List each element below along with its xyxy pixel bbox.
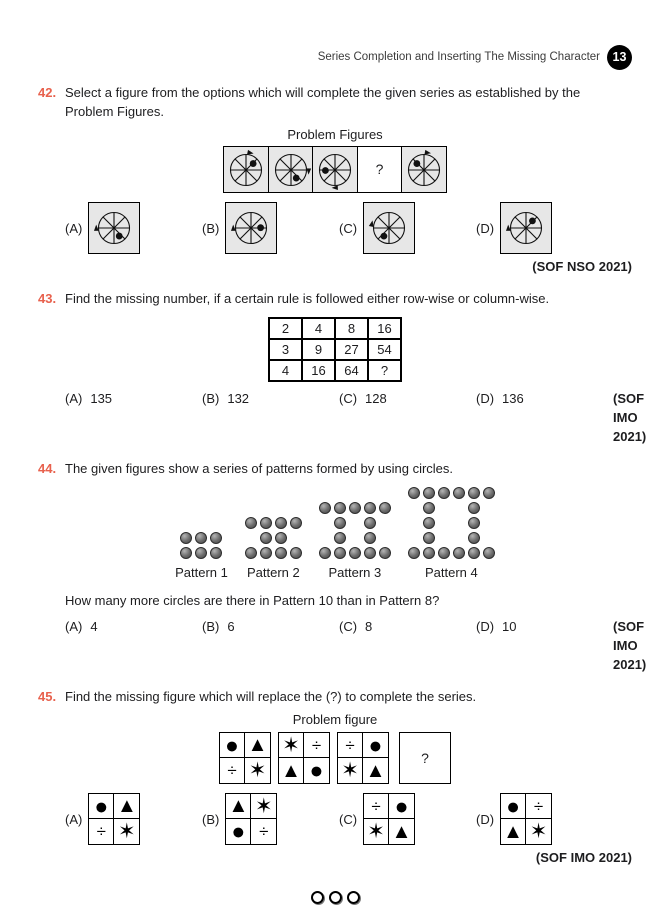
filled-triangle-icon: ▲ <box>279 758 304 783</box>
q43-option-label: (C) <box>339 391 358 406</box>
page-header <box>38 0 632 70</box>
q42-option-label: (C) <box>339 220 358 236</box>
division-sign-icon: ÷ <box>89 819 114 844</box>
figure-arrow <box>424 149 431 154</box>
spoke-circle-figure <box>225 149 267 191</box>
pattern-circle <box>180 547 192 559</box>
spoke-circle-figure <box>368 207 410 249</box>
question-42-text: Select a figure from the options which will complete the given series as established by the Problem Figures. <box>65 85 581 119</box>
pattern-circle <box>195 547 207 559</box>
q42-source: (SOF NSO 2021) <box>532 259 632 274</box>
q44-pattern-label: Pattern 1 <box>175 565 228 580</box>
pattern-row <box>319 547 391 559</box>
pattern-circle <box>468 547 480 559</box>
pattern-circle <box>260 547 272 559</box>
q42-option-C <box>339 202 476 254</box>
pattern-circle <box>423 502 435 514</box>
q42-option-figure <box>88 202 140 254</box>
q42-problem-figure-3 <box>312 146 358 193</box>
six-point-star-icon: ✶ <box>364 819 389 844</box>
pattern-circle <box>483 547 495 559</box>
q45-option-label: (C) <box>339 811 358 827</box>
q43-option-A <box>65 389 202 408</box>
pattern-row <box>245 547 302 559</box>
question-42 <box>38 83 632 121</box>
spoke-circle-figure <box>505 207 547 249</box>
q43-table-cell: ? <box>368 360 401 381</box>
question-43 <box>38 289 632 308</box>
q42-options-row <box>38 202 632 254</box>
question-43-text: Find the missing number, if a certain rule is followed either row-wise or column-wise. <box>65 291 550 306</box>
question-45-number: 45. <box>38 689 57 704</box>
pattern-row <box>408 487 495 499</box>
q44-pattern-2 <box>245 517 302 582</box>
pattern-circle <box>423 517 435 529</box>
pattern-circle <box>245 547 257 559</box>
pattern-circle <box>275 517 287 529</box>
q44-pattern-dots <box>408 487 495 559</box>
q45-problem-figure-3 <box>337 732 389 784</box>
figure-arrow <box>306 168 311 174</box>
page-number-badge: 13 <box>607 45 632 70</box>
pattern-row <box>245 517 302 529</box>
q45-option-figure <box>500 793 552 845</box>
q44-option-value: 8 <box>365 619 373 634</box>
q44-option-D <box>476 617 613 636</box>
q44-pattern-dots <box>319 502 391 559</box>
q42-option-label: (B) <box>202 220 220 236</box>
pattern-circle <box>210 547 222 559</box>
figure-arrow <box>369 220 374 227</box>
q44-option-value: 6 <box>227 619 235 634</box>
q45-question-box: ? <box>399 732 451 784</box>
q43-table-row-1 <box>269 318 401 339</box>
q43-option-C <box>339 389 476 408</box>
filled-circle-icon: ● <box>226 819 251 844</box>
pattern-circle <box>275 532 287 544</box>
q42-problem-figures-block <box>38 125 632 193</box>
six-point-star-icon: ✶ <box>529 820 548 843</box>
q42-problem-figure-5 <box>401 146 447 193</box>
pattern-row <box>245 532 302 544</box>
pattern-circle <box>195 532 207 544</box>
chapter-title: Series Completion and Inserting The Missing Character <box>317 51 600 63</box>
filled-circle-icon: ● <box>220 733 245 758</box>
q44-options-row <box>38 617 647 674</box>
pattern-circle <box>319 502 331 514</box>
q45-option-label: (D) <box>476 811 495 827</box>
q44-option-label: (C) <box>339 619 358 634</box>
end-circle-icon <box>329 891 342 904</box>
q44-pattern-3 <box>319 502 391 582</box>
six-point-star-icon: ✶ <box>118 820 136 843</box>
q43-table-cell: 3 <box>269 339 302 360</box>
question-43-number: 43. <box>38 291 57 306</box>
q43-option-value: 128 <box>365 391 387 406</box>
pattern-circle <box>260 532 272 544</box>
q42-problem-figures-strip <box>223 146 447 193</box>
q42-option-label: (D) <box>476 220 495 236</box>
figure-dot <box>529 217 536 224</box>
q42-option-B <box>202 202 339 254</box>
pattern-circle <box>364 517 376 529</box>
q43-table-cell: 16 <box>368 318 401 339</box>
six-point-star-icon: ✶ <box>279 733 304 758</box>
pattern-circle <box>438 487 450 499</box>
q44-pattern-label: Pattern 3 <box>328 565 382 580</box>
q43-option-value: 135 <box>90 391 113 406</box>
q45-option-B <box>202 793 339 845</box>
pattern-row <box>408 532 495 544</box>
question-44 <box>38 459 632 478</box>
figure-dot <box>322 167 329 174</box>
q43-option-label: (A) <box>65 391 83 406</box>
q45-option-figure <box>363 793 415 845</box>
q44-option-label: (B) <box>202 619 220 634</box>
q44-pattern-dots <box>180 532 222 559</box>
q44-options <box>65 617 613 636</box>
filled-triangle-icon: ▲ <box>114 794 139 819</box>
figure-arrow <box>247 149 254 154</box>
q42-option-A <box>65 202 202 254</box>
spoke-circle-figure <box>93 207 135 249</box>
pattern-row <box>408 517 495 529</box>
q43-source: (SOF IMO 2021) <box>613 391 647 444</box>
q43-table-cell: 4 <box>269 360 302 381</box>
q45-option-C <box>339 793 476 845</box>
pattern-circle <box>349 547 361 559</box>
q45-problem-figure-block <box>38 710 632 784</box>
q45-option-label: (A) <box>65 811 83 827</box>
filled-triangle-icon: ▲ <box>245 733 270 758</box>
q44-option-label: (A) <box>65 619 83 634</box>
pattern-circle <box>334 547 346 559</box>
question-44-text: The given figures show a series of patterns formed by using circles. <box>65 461 454 476</box>
pattern-circle <box>423 532 435 544</box>
q44-pattern-label: Pattern 2 <box>246 565 300 580</box>
q43-options-row <box>38 389 647 446</box>
q43-option-value: 132 <box>227 391 250 406</box>
pattern-circle <box>180 532 192 544</box>
pattern-circle <box>290 547 302 559</box>
pattern-circle <box>468 517 480 529</box>
pattern-row <box>408 547 495 559</box>
six-point-star-icon: ✶ <box>338 758 363 783</box>
pattern-circle <box>453 547 465 559</box>
filled-triangle-icon: ▲ <box>501 819 526 844</box>
q45-problem-figure-1 <box>219 732 271 784</box>
question-42-number: 42. <box>38 85 57 100</box>
chapter-end-marks <box>38 891 632 904</box>
pattern-row <box>319 532 391 544</box>
q42-problem-figure-4: ? <box>357 146 403 193</box>
end-circle-icon <box>347 891 360 904</box>
q45-option-A <box>65 793 202 845</box>
q43-option-label: (D) <box>476 391 495 406</box>
pattern-circle <box>210 532 222 544</box>
q42-problem-figure-1 <box>223 146 269 193</box>
pattern-circle <box>364 502 376 514</box>
q42-option-label: (A) <box>65 220 83 236</box>
q43-option-value: 136 <box>502 391 524 406</box>
q43-options <box>65 389 613 408</box>
question-45-text: Find the missing figure which will replace the (?) to complete the series. <box>65 689 477 704</box>
filled-circle-icon: ● <box>363 733 388 758</box>
q44-pattern-1 <box>175 532 228 582</box>
q43-option-B <box>202 389 339 408</box>
figure-dot <box>258 224 265 231</box>
q44-patterns-figure <box>38 487 632 582</box>
q44-option-value: 10 <box>502 619 517 634</box>
filled-circle-icon: ● <box>89 794 114 819</box>
pattern-circle <box>364 532 376 544</box>
q43-table-row-3 <box>269 360 401 381</box>
question-45 <box>38 687 632 706</box>
division-sign-icon: ÷ <box>526 794 551 819</box>
q43-table-cell: 64 <box>335 360 368 381</box>
pattern-circle <box>408 487 420 499</box>
pattern-circle <box>468 487 480 499</box>
pattern-circle <box>319 547 331 559</box>
q45-option-label: (B) <box>202 811 220 827</box>
filled-triangle-icon: ▲ <box>365 759 386 782</box>
pattern-circle <box>245 517 257 529</box>
q44-pattern-dots <box>245 517 302 559</box>
q44-source: (SOF IMO 2021) <box>613 619 647 672</box>
figure-dot <box>292 174 299 181</box>
q42-figures-title: Problem Figures <box>287 127 383 142</box>
q42-problem-figure-2 <box>268 146 314 193</box>
pattern-circle <box>260 517 272 529</box>
end-circle-icon <box>311 891 324 904</box>
pattern-circle <box>468 502 480 514</box>
pattern-circle <box>349 502 361 514</box>
question-44-number: 44. <box>38 461 57 476</box>
division-sign-icon: ÷ <box>220 758 245 783</box>
q42-option-figure <box>363 202 415 254</box>
six-point-star-icon: ✶ <box>251 794 276 819</box>
q43-number-table <box>268 317 402 382</box>
pattern-circle <box>334 532 346 544</box>
pattern-circle <box>334 517 346 529</box>
pattern-circle <box>468 532 480 544</box>
spoke-circle-figure <box>314 149 356 191</box>
filled-circle-icon: ● <box>309 757 324 783</box>
spoke-circle-figure <box>230 207 272 249</box>
pattern-circle <box>275 547 287 559</box>
q45-problem-figure-2 <box>278 732 330 784</box>
division-sign-icon: ÷ <box>304 733 329 758</box>
figure-dot <box>413 160 420 167</box>
pattern-circle <box>423 487 435 499</box>
pattern-circle <box>438 547 450 559</box>
pattern-circle <box>453 487 465 499</box>
q43-table-cell: 9 <box>302 339 335 360</box>
filled-triangle-icon: ▲ <box>391 820 412 843</box>
q45-figures-title: Problem figure <box>292 712 378 727</box>
q42-option-D <box>476 202 552 254</box>
q44-pattern-4 <box>408 487 495 582</box>
q43-option-D <box>476 389 613 408</box>
pattern-circle <box>408 547 420 559</box>
q42-option-figure <box>225 202 277 254</box>
q44-pattern-label: Pattern 4 <box>424 565 478 580</box>
figure-dot <box>116 233 123 240</box>
q44-option-value: 4 <box>90 619 98 634</box>
q43-table-row-2 <box>269 339 401 360</box>
pattern-row <box>319 502 391 514</box>
pattern-circle <box>364 547 376 559</box>
q43-table-cell: 16 <box>302 360 335 381</box>
pattern-row <box>180 532 222 544</box>
q44-option-B <box>202 617 339 636</box>
q43-table-cell: 54 <box>368 339 401 360</box>
pattern-circle <box>290 517 302 529</box>
six-point-star-icon: ✶ <box>248 759 267 782</box>
filled-triangle-icon: ▲ <box>226 794 251 819</box>
q44-option-C <box>339 617 476 636</box>
q45-source: (SOF IMO 2021) <box>535 850 632 865</box>
filled-circle-icon: ● <box>501 794 526 819</box>
q45-option-figure <box>88 793 140 845</box>
pattern-row <box>180 547 222 559</box>
q45-options-row <box>38 793 632 845</box>
q42-option-figure <box>500 202 552 254</box>
q43-option-label: (B) <box>202 391 220 406</box>
q43-table-cell: 8 <box>335 318 368 339</box>
q43-table-cell: 4 <box>302 318 335 339</box>
q44-question-line: How many more circles are there in Pattern 10 than in Pattern 8? <box>65 593 440 608</box>
q44-option-label: (D) <box>476 619 495 634</box>
pattern-row <box>408 502 495 514</box>
spoke-circle-figure <box>270 149 312 191</box>
q43-table-cell: 2 <box>269 318 302 339</box>
pattern-row <box>319 517 391 529</box>
q43-table-cell: 27 <box>335 339 368 360</box>
q45-problem-figures-strip <box>219 732 451 784</box>
filled-circle-icon: ● <box>389 794 414 819</box>
spoke-circle-figure <box>403 149 445 191</box>
q44-option-A <box>65 617 202 636</box>
division-sign-icon: ÷ <box>364 794 389 819</box>
pattern-circle <box>483 487 495 499</box>
q45-option-D <box>476 793 552 845</box>
pattern-circle <box>334 502 346 514</box>
pattern-circle <box>379 502 391 514</box>
division-sign-icon: ÷ <box>338 733 363 758</box>
figure-dot <box>250 160 257 167</box>
pattern-circle <box>423 547 435 559</box>
pattern-circle <box>379 547 391 559</box>
division-sign-icon: ÷ <box>259 822 269 841</box>
q45-option-figure <box>225 793 277 845</box>
figure-dot <box>381 233 388 240</box>
